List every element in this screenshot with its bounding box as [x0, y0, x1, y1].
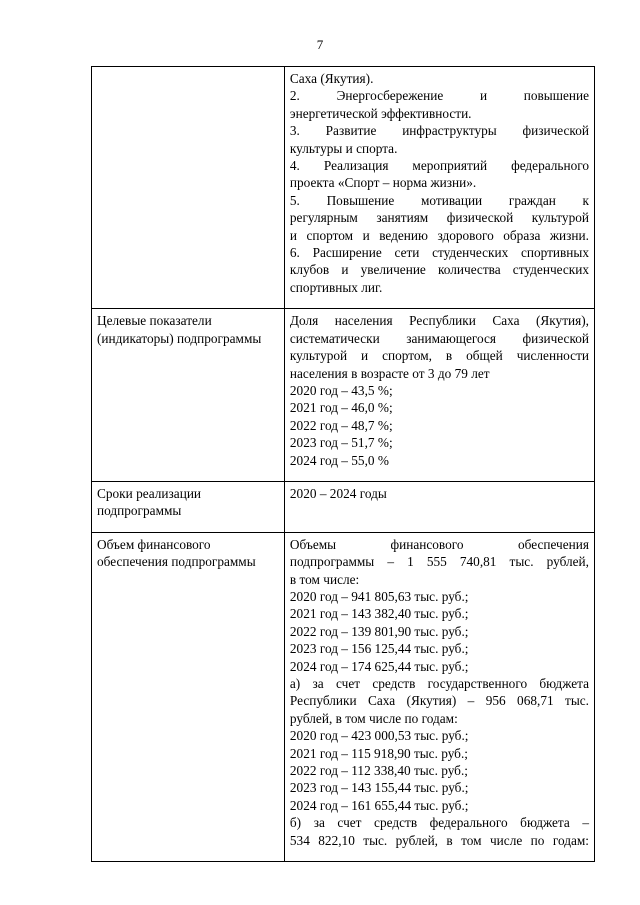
- row-label-line: (индикаторы) подпрограммы: [97, 330, 262, 346]
- row-value-line: Доля населения Республики Саха (Якутия),: [289, 313, 589, 329]
- row-value-cell: [284, 481, 594, 532]
- row-value-line: 2022 год – 48,7 %;: [289, 417, 393, 433]
- row-label-line: Объем финансового: [97, 536, 211, 552]
- row-value-line: 2023 год – 51,7 %;: [289, 435, 393, 451]
- row-label-cell: [92, 67, 285, 309]
- row-value-line: 2021 год – 46,0 %;: [289, 400, 393, 416]
- row-value-line: Объемы финансового обеспечения: [289, 536, 589, 552]
- row-value-line: б) за счет средств федерального бюджета –: [289, 815, 589, 831]
- row-label-cell: [92, 481, 285, 532]
- row-value-line: 2021 год – 115 918,90 тыс. руб.;: [289, 745, 468, 761]
- row-value-line: 3. Развитие инфраструктуры физической: [289, 123, 589, 139]
- row-value-line: 2022 год – 112 338,40 тыс. руб.;: [289, 763, 468, 779]
- row-label-line: подпрограммы: [97, 503, 182, 519]
- row-value-line: Республики Саха (Якутия) – 956 068,71 тыс.: [289, 693, 589, 709]
- row-value-line: проекта «Спорт – норма жизни».: [289, 175, 477, 191]
- table-row-indicators: [92, 309, 595, 482]
- row-value-line: 2024 год – 55,0 %: [289, 452, 389, 468]
- row-value-line: культурой и спортом, в общей численности: [289, 348, 589, 364]
- table-row-tasks: [92, 67, 595, 309]
- page-number: 7: [316, 37, 324, 52]
- row-value-line: 2021 год – 143 382,40 тыс. руб.;: [289, 606, 469, 622]
- row-label-cell: [92, 532, 285, 861]
- row-value-line: клубов и увеличение количества студенческих: [289, 262, 589, 278]
- table-row-financing: [92, 532, 595, 861]
- row-value-line: 2024 год – 161 655,44 тыс. руб.;: [289, 797, 469, 813]
- row-value-cell: [284, 309, 594, 482]
- row-value-line: 2023 год – 156 125,44 тыс. руб.;: [289, 641, 469, 657]
- row-value-line: 2022 год – 139 801,90 тыс. руб.;: [289, 623, 469, 639]
- row-value-line: 2024 год – 174 625,44 тыс. руб.;: [289, 658, 469, 674]
- row-value-line: в том числе:: [289, 571, 360, 587]
- table-row-terms: [92, 481, 595, 532]
- row-value-line: культуры и спорта.: [289, 140, 398, 156]
- row-label-line: обеспечения подпрограммы: [97, 554, 256, 570]
- row-value-line: 6. Расширение сети студенческих спортивных: [289, 245, 589, 261]
- passport-table: [91, 66, 595, 862]
- row-value-line: 2020 – 2024 годы: [289, 485, 387, 501]
- row-value-line: 2. Энергосбережение и повышение: [289, 88, 589, 104]
- row-value-line: 2023 год – 143 155,44 тыс. руб.;: [289, 780, 469, 796]
- row-value-cell: [284, 532, 594, 861]
- row-value-line: регулярным занятиям физической культурой: [289, 210, 589, 226]
- row-label-line: Сроки реализации: [97, 485, 202, 501]
- row-label-line: Целевые показатели: [97, 313, 212, 329]
- row-label-cell: [92, 309, 285, 482]
- row-value-line: 534 822,10 тыс. рублей, в том числе по годам:: [289, 832, 589, 848]
- row-value-line: спортивных лиг.: [289, 279, 383, 295]
- row-value-line: и спортом и ведению здорового образа жизни.: [289, 227, 589, 243]
- row-value-line: 4. Реализация мероприятий федерального: [289, 158, 589, 174]
- row-value-line: 2020 год – 941 805,63 тыс. руб.;: [289, 588, 469, 604]
- row-value-line: 5. Повышение мотивации граждан к: [289, 192, 589, 208]
- row-value-cell: [284, 67, 594, 309]
- row-value-line: подпрограммы – 1 555 740,81 тыс. рублей,: [289, 554, 589, 570]
- row-value-line: энергетической эффективности.: [289, 105, 472, 121]
- row-value-line: а) за счет средств государственного бюджета: [289, 676, 589, 691]
- row-value-line: 2020 год – 43,5 %;: [289, 382, 393, 398]
- row-value-line: Саха (Якутия).: [289, 71, 374, 86]
- row-value-line: систематически занимающегося физической: [289, 330, 589, 346]
- row-value-line: 2020 год – 423 000,53 тыс. руб.;: [289, 728, 469, 744]
- row-value-line: населения в возрасте от 3 до 79 лет: [289, 365, 490, 381]
- row-value-line: рублей, в том числе по годам:: [289, 710, 458, 726]
